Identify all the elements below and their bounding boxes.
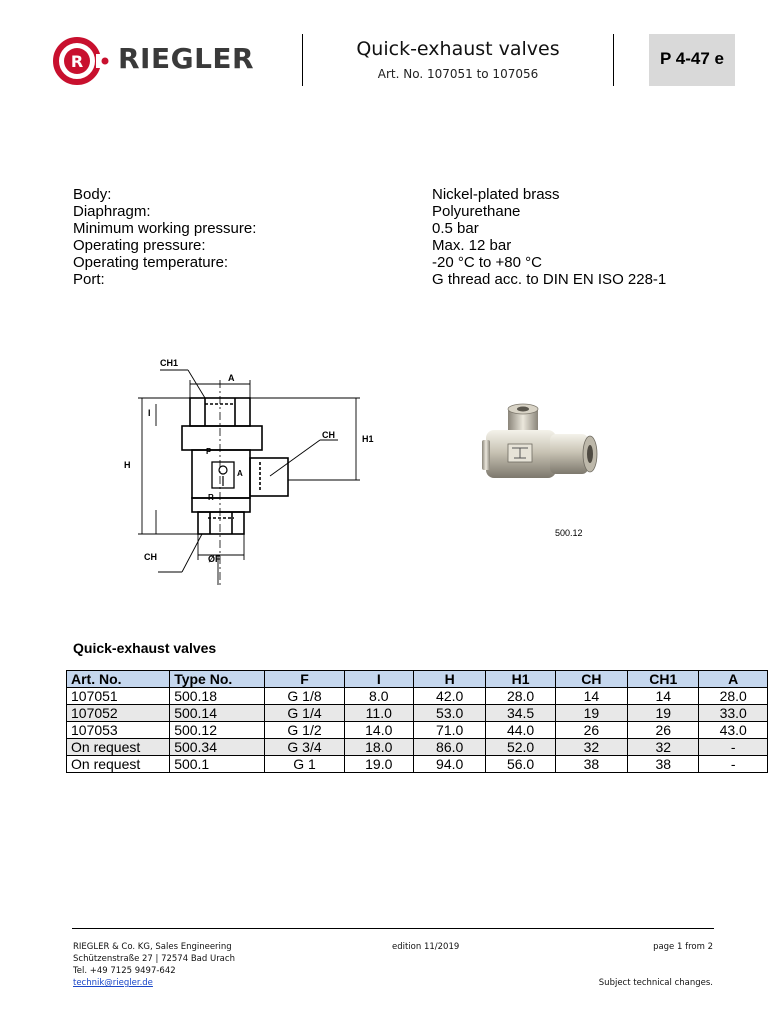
footer-phone: Tel. +49 7125 9497-642 [73, 966, 176, 976]
table-cell: 107052 [67, 705, 170, 722]
table-cell: 94.0 [413, 756, 485, 773]
table-cell: - [699, 739, 768, 756]
table-cell: G 3/4 [265, 739, 344, 756]
table-cell: 28.0 [699, 688, 768, 705]
table-cell: 34.5 [486, 705, 555, 722]
drawing-label-ch-left: CH [144, 552, 157, 562]
table-cell: G 1/4 [265, 705, 344, 722]
column-header: H1 [486, 671, 555, 688]
table-row [67, 739, 768, 756]
table-cell: 56.0 [486, 756, 555, 773]
svg-text:R: R [70, 52, 84, 71]
table-row [67, 756, 768, 773]
brand-name: RIEGLER [118, 42, 255, 75]
table-cell: 14.0 [344, 722, 413, 739]
table-cell: 19.0 [344, 756, 413, 773]
table-cell: 26 [555, 722, 627, 739]
table-cell: 19 [628, 705, 699, 722]
drawing-label-ch-right: CH [322, 430, 335, 440]
column-header: H [413, 671, 485, 688]
spec-value: Max. 12 bar [432, 237, 512, 254]
table-cell: 107053 [67, 722, 170, 739]
table-cell: 500.18 [170, 688, 265, 705]
table-cell: 28.0 [486, 688, 555, 705]
drawing-label-ch1: CH1 [160, 358, 179, 368]
spec-label: Port: [73, 271, 105, 288]
table-cell: 33.0 [699, 705, 768, 722]
spec-label: Body: [73, 186, 112, 203]
drawing-label-r: R [208, 493, 214, 502]
drawing-label-a-port: A [237, 469, 243, 478]
column-header: CH [555, 671, 627, 688]
article-range: Art. No. 107051 to 107056 [377, 67, 539, 81]
spec-value: Polyurethane [432, 203, 521, 220]
spec-label: Operating temperature: [73, 254, 229, 271]
column-header: Art. No. [67, 671, 170, 688]
spec-label: Operating pressure: [73, 237, 206, 254]
footer-page-number: page 1 from 2 [653, 942, 713, 952]
drawing-label-i: I [148, 408, 151, 418]
table-cell: 32 [628, 739, 699, 756]
photo-caption: 500.12 [555, 528, 583, 538]
table-header-row [67, 671, 768, 688]
table-cell: G 1 [265, 756, 344, 773]
footer-address: Schützenstraße 27 | 72574 Bad Urach [73, 954, 235, 964]
drawing-label-h: H [124, 460, 131, 470]
table-cell: G 1/2 [265, 722, 344, 739]
table-cell: 8.0 [344, 688, 413, 705]
table-cell: 38 [628, 756, 699, 773]
document-title: Quick-exhaust valves [356, 38, 560, 60]
header-divider [613, 34, 614, 86]
table-row [67, 688, 768, 705]
footer-email-link[interactable]: technik@riegler.de [73, 978, 153, 988]
table-cell: 32 [555, 739, 627, 756]
spec-label: Minimum working pressure: [73, 220, 257, 237]
table-cell: 19 [555, 705, 627, 722]
table-cell: On request [67, 756, 170, 773]
table-cell: 500.14 [170, 705, 265, 722]
header-divider [302, 34, 303, 86]
column-header: F [265, 671, 344, 688]
table-cell: G 1/8 [265, 688, 344, 705]
table-cell: 71.0 [413, 722, 485, 739]
table-cell: 53.0 [413, 705, 485, 722]
column-header: CH1 [628, 671, 699, 688]
table-cell: 500.34 [170, 739, 265, 756]
footer-company: RIEGLER & Co. KG, Sales Engineering [73, 942, 232, 952]
table-cell: 52.0 [486, 739, 555, 756]
table-title: Quick-exhaust valves [73, 640, 217, 656]
table-cell: On request [67, 739, 170, 756]
table-cell: 11.0 [344, 705, 413, 722]
column-header: Type No. [170, 671, 265, 688]
table-cell: 14 [555, 688, 627, 705]
table-cell: 18.0 [344, 739, 413, 756]
footer-edition: edition 11/2019 [392, 942, 460, 952]
table-row [67, 705, 768, 722]
table-row [67, 722, 768, 739]
drawing-label-a: A [228, 373, 235, 383]
table-cell: 107051 [67, 688, 170, 705]
table-cell: 500.1 [170, 756, 265, 773]
spec-value: G thread acc. to DIN EN ISO 228-1 [432, 271, 667, 288]
table-body [67, 688, 768, 773]
table-cell: 86.0 [413, 739, 485, 756]
column-header: I [344, 671, 413, 688]
spec-value: Nickel-plated brass [432, 186, 560, 203]
table-cell: 500.12 [170, 722, 265, 739]
table-cell: - [699, 756, 768, 773]
footer-divider [72, 928, 714, 929]
page-code: P 4-47 e [660, 49, 724, 68]
spec-value: 0.5 bar [432, 220, 479, 237]
footer-note: Subject technical changes. [598, 978, 713, 988]
table-cell: 43.0 [699, 722, 768, 739]
spec-label: Diaphragm: [73, 203, 151, 220]
drawing-label-f: ØF [208, 554, 221, 564]
table-cell: 26 [628, 722, 699, 739]
table-cell: 42.0 [413, 688, 485, 705]
column-header: A [699, 671, 768, 688]
drawing-label-p: P [206, 447, 212, 456]
dimensions-table [66, 670, 768, 773]
technical-drawing [110, 350, 380, 590]
table-cell: 44.0 [486, 722, 555, 739]
spec-value: -20 °C to +80 °C [432, 254, 542, 271]
table-cell: 14 [628, 688, 699, 705]
product-photo [478, 400, 608, 500]
table-cell: 38 [555, 756, 627, 773]
drawing-label-h1: H1 [362, 434, 374, 444]
